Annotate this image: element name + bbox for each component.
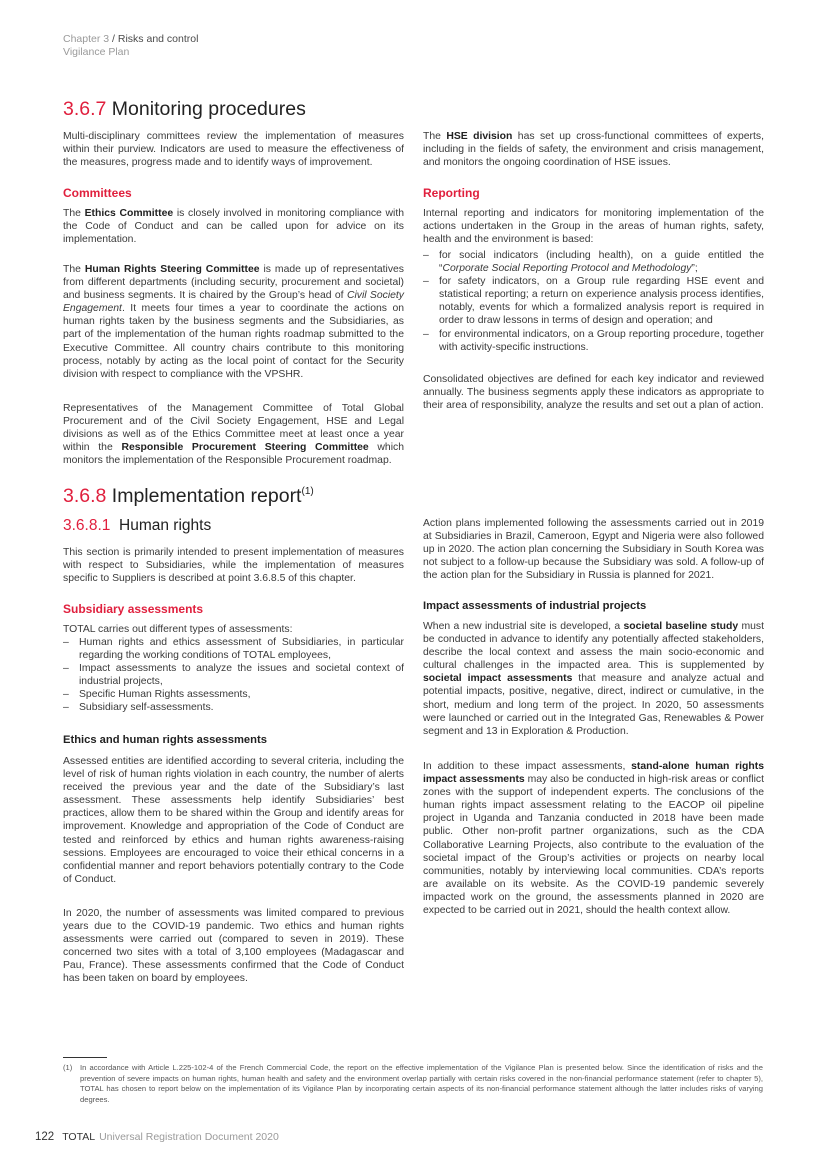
document-title: Universal Registration Document 2020 — [99, 1131, 279, 1143]
section-label: Vigilance Plan — [63, 46, 130, 58]
monitoring-intro: Multi-disciplinary committees review the implementation of measures within their purview. Indicators are used to measure the effectiveness of the measures, progress made and to identify ways of improvement. — [63, 131, 404, 169]
footnote-ref: (1) — [301, 485, 314, 497]
list-item: – Subsidiary self-assessments. — [63, 701, 404, 714]
reporting-heading: Reporting — [423, 186, 480, 200]
subsidiary-assessments-heading: Subsidiary assessments — [63, 602, 204, 616]
page-number: 122 — [35, 1131, 55, 1143]
responsible-procurement-para: Representatives of the Management Committee of Total Global Procurement and of the Civil Society Engagement, HSE and Legal divisions as well as of the Ethics Committee meet at least once a year within the Responsible Procurement Steering Committee which monitors the implementation of the Responsible Procurement roadmap. — [63, 403, 404, 467]
chapter-title: Risks and control — [117, 33, 199, 45]
list-item: – for environmental indicators, on a Group reporting procedure, together with activity-specific instructions. — [423, 328, 764, 354]
brand-name: TOTAL — [62, 1131, 96, 1143]
ethics-assessments-para-1: Assessed entities are identified according to several criteria, including the level of risk of human rights violation in each country, the number of alerts received the previous year and the date of the Subsidiary’s last assessment. These assessments help identify Subsidiaries’ best practices, allow them to be shared within the Group and identify areas for improvement. Knowledge and appropriation of the Code of Conduct are tested and reinforced by ethics and human rights awareness-raising sessions. Employees are encouraged to voice their ethical concerns in a confidential manner and report behaviors potentially contrary to the Code of Conduct. — [63, 756, 404, 885]
ethics-hr-assessments-heading: Ethics and human rights assessments — [63, 734, 267, 746]
footnote-divider — [63, 1057, 107, 1058]
section-number: 3.6.7 — [63, 98, 107, 120]
chapter-label: Chapter 3 — [63, 33, 110, 45]
list-item: – for safety indicators, on a Group rule regarding HSE event and statistical reporting; a return on experience analysis process identifies, notably, events for which a formalized analysis report is required in order to draw lessons in terms of design and operation; and — [423, 275, 764, 327]
section-heading-367 — [63, 98, 306, 121]
running-header — [63, 33, 198, 59]
impact-assessments-para: When a new industrial site is developed, a societal baseline study must be conducted in advance to identify any potentially affected stakeholders, describe the local context and assess the main socio-economic and cultural challenges in the impacted area. This is supplemented by societal impact assessments that measure and analyze actual and potential impacts, positive, negative, direct, indirect or cumulative, in the short, medium and long term of the project. In 2020, 50 assessments were launched or carried out in the Integrated Gas, Renewables & Power segment and 13 in Exploration & Production. — [423, 621, 765, 737]
chapter-separator: / — [109, 33, 118, 45]
ethics-assessments-para-2: In 2020, the number of assessments was limited compared to previous years due to the COVID-19 pandemic. Two ethics and human rights assessments were carried out (compared to seven in 2019). These concerned two sites with a total of 3,100 employees (Madagascar and Pau, France). These assessments confirmed that the Code of Conduct has been taken on board by employees. — [63, 908, 404, 985]
footnote — [63, 1063, 763, 1105]
hr-steering-committee-para: The Human Rights Steering Committee is made up of representatives from different departments (including security, procurement and societal) and business segments. It is chaired by the Group’s head of Civil Society Engagement. It meets four times a year to coordinate the actions on human rights taken by the business segments and the Subsidiaries, as part of the implementation of the human rights roadmap submitted to the Executive Committee. All country chairs contribute to this monitoring process, notably by acting as the local point of contact for the Security division with respect to compliance with the VPSHR. — [63, 264, 405, 380]
consolidated-objectives-para: Consolidated objectives are defined for each key indicator and reviewed annually. The business segments apply these indicators as appropriate to their area of responsibility, analyze the results and set out a plan of action. — [423, 374, 764, 412]
ethics-committee-para: The Ethics Committee is closely involved in monitoring compliance with the Code of Conduct and can be called upon for advice on its implementation. — [63, 208, 405, 246]
assessment-types-list — [63, 636, 404, 715]
section-number: 3.6.8 — [63, 485, 107, 507]
hse-division-para: The HSE division has set up cross-functional committees of experts, including in the fields of safety, the environment and crisis management, and monitors the ongoing coordination of HSE issues. — [423, 131, 764, 169]
list-item: – Human rights and ethics assessment of Subsidiaries, in particular regarding the working conditions of TOTAL employees, — [63, 636, 404, 662]
section-title: Monitoring procedures — [111, 98, 306, 120]
standalone-assessments-para: In addition to these impact assessments, stand-alone human rights impact assessments may also be conducted in high-risk areas or conflict zones with the support of independent experts. The conclusions of the human rights impact assessment relating to the EACOP oil pipeline project in Uganda and Tanzania conducted in 2018 have been made public. Other non-profit partner organizations, such as the CDA Collaborative Learning Projects, also contribute to the evaluation of the societal impact of the Group’s activities or projects on nearby local communities, notably by interviewing local communities. CDA’s reports are available on its website. As the COVID-19 pandemic severely impacted work on the ground, the assessments planned in 2020 are expected to be carried out in 2021, should the health context allow. — [423, 761, 764, 917]
subsection-heading-3681: 3.6.8.1 Human rights — [63, 517, 212, 534]
section-title: Implementation report — [111, 485, 302, 507]
list-item: – for social indicators (including health), on a guide entitled the “Corporate Social Reporting Protocol and Methodology”; — [423, 249, 764, 275]
human-rights-intro: This section is primarily intended to present implementation of measures with respect to Subsidiaries, while the implementation of measures specific to Suppliers is described at point 3.6.8.5 of this chapter. — [63, 547, 404, 585]
action-plans-para: Action plans implemented following the assessments carried out in 2019 at Subsidiaries in Brazil, Cameroon, Egypt and Nigeria were also followed up in 2020. The action plan concerning the Subsidiary in South Korea was not subject to a follow-up because the Subsidiary was sold. A follow-up of the action plan for the Subsidiary in Russia is planned for 2021. — [423, 518, 764, 582]
section-heading-368 — [63, 485, 314, 508]
reporting-list — [423, 249, 764, 354]
footnote-text: In accordance with Article L.225-102-4 of the French Commercial Code, the report on the effective implementation of the Vigilance Plan is presented below. Since the identification of risks and the prevention of severe impacts on human rights, human health and safety and the environment overlap partially with certain risks covered in the non-financial performance statement (refer to chapter 5), TOTAL has chosen to report below on the implementation of its Vigilance Plan by incorporating certain aspects of its non-financial performance statement although the latter includes risks of varying degrees. — [80, 1063, 763, 1104]
subsidiary-assessments-intro: TOTAL carries out different types of assessments: — [63, 624, 293, 635]
committees-heading: Committees — [63, 186, 132, 200]
impact-assessments-heading: Impact assessments of industrial projects — [423, 600, 647, 612]
footnote-marker: (1) — [63, 1063, 73, 1072]
list-item: – Specific Human Rights assessments, — [63, 688, 404, 701]
reporting-intro: Internal reporting and indicators for monitoring implementation of the actions undertaken in the Group in the areas of human rights, safety, health and the environment is based: — [423, 208, 764, 246]
list-item: – Impact assessments to analyze the issues and societal context of industrial projects, — [63, 662, 404, 688]
page-footer — [35, 1131, 279, 1143]
